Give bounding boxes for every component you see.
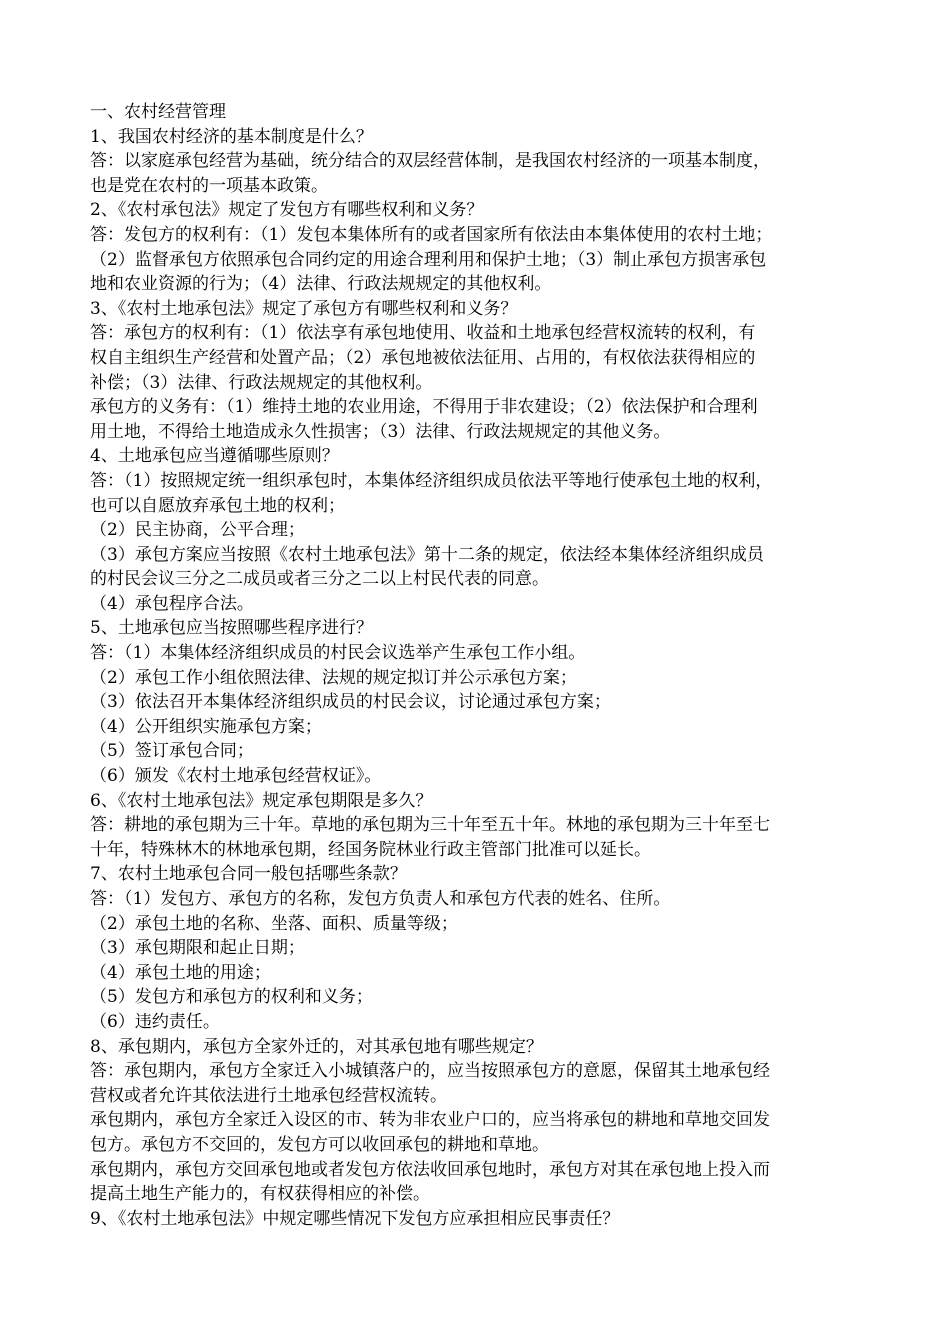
answer-line: 的村民会议三分之二成员或者三分之二以上村民代表的同意。 bbox=[90, 569, 549, 590]
answer-line: （4）公开组织实施承包方案； bbox=[90, 716, 322, 737]
answer-line: 答：以家庭承包经营为基础，统分结合的双层经营体制，是我国农村经济的一项基本制度， bbox=[90, 151, 770, 172]
question-1: 1、我国农村经济的基本制度是什么？ bbox=[90, 126, 373, 147]
answer-line: （2）承包工作小组依照法律、法规的规定拟订并公示承包方案； bbox=[90, 667, 577, 688]
answer-line: 十年，特殊林木的林地承包期，经国务院林业行政主管部门批准可以延长。 bbox=[90, 839, 651, 860]
question-2: 2、《农村承包法》规定了发包方有哪些权利和义务？ bbox=[90, 200, 484, 221]
question-4: 4、土地承包应当遵循哪些原则？ bbox=[90, 446, 339, 467]
answer-line: 提高土地生产能力的，有权获得相应的补偿。 bbox=[90, 1184, 430, 1205]
section-heading: 一、农村经营管理 bbox=[90, 102, 226, 122]
question-6: 6、《农村土地承包法》规定承包期限是多久？ bbox=[90, 790, 433, 811]
answer-line: （2）承包土地的名称、坐落、面积、质量等级； bbox=[90, 913, 458, 934]
question-7: 7、农村土地承包合同一般包括哪些条款？ bbox=[90, 864, 407, 885]
answer-line: 答：（1）发包方、承包方的名称，发包方负责人和承包方代表的姓名、住所。 bbox=[90, 889, 671, 909]
answer-line: 答：（1）本集体经济组织成员的村民会议选举产生承包工作小组。 bbox=[90, 643, 586, 664]
answer-line: 承包期内，承包方交回承包地或者发包方依法收回承包地时，承包方对其在承包地上投入而 bbox=[90, 1159, 770, 1180]
answer-line: 答：耕地的承包期为三十年。草地的承包期为三十年至五十年。林地的承包期为三十年至七 bbox=[90, 815, 770, 836]
answer-line: 答：承包期内，承包方全家迁入小城镇落户的，应当按照承包方的意愿，保留其土地承包经 bbox=[90, 1061, 770, 1082]
answer-line: （6）颁发《农村土地承包经营权证》。 bbox=[90, 766, 382, 787]
answer-line: 用土地，不得给土地造成永久性损害；（3）法律、行政法规规定的其他义务。 bbox=[90, 421, 671, 442]
answer-line: 补偿；（3）法律、行政法规规定的其他权利。 bbox=[90, 372, 433, 393]
answer-line: （4）承包土地的用途； bbox=[90, 962, 271, 983]
answer-line: （5）签订承包合同； bbox=[90, 741, 254, 762]
answer-line: 也是党在农村的一项基本政策。 bbox=[90, 175, 328, 196]
question-3: 3、《农村土地承包法》规定了承包方有哪些权利和义务？ bbox=[90, 298, 518, 319]
answer-line: 包方。承包方不交回的，发包方可以收回承包的耕地和草地。 bbox=[90, 1134, 549, 1155]
question-5: 5、土地承包应当按照哪些程序进行？ bbox=[90, 618, 373, 639]
answer-line: （3）承包方案应当按照《农村土地承包法》第十二条的规定，依法经本集体经济组织成员 bbox=[90, 544, 764, 565]
answer-line: 承包期内，承包方全家迁入设区的市、转为非农业户口的，应当将承包的耕地和草地交回发 bbox=[90, 1110, 770, 1131]
answer-line: （2）民主协商，公平合理； bbox=[90, 520, 305, 541]
answer-line: 答：承包方的权利有：（1）依法享有承包地使用、收益和土地承包经营权流转的权利，有 bbox=[90, 323, 756, 344]
question-9: 9、《农村土地承包法》中规定哪些情况下发包方应承担相应民事责任？ bbox=[90, 1208, 620, 1229]
answer-line: （6）违约责任。 bbox=[90, 1011, 220, 1032]
answer-line: 也可以自愿放弃承包土地的权利； bbox=[90, 495, 345, 516]
answer-line: （4）承包程序合法。 bbox=[90, 593, 254, 614]
answer-line: （3）承包期限和起止日期； bbox=[90, 938, 305, 959]
answer-line: 权自主组织生产经营和处置产品；（2）承包地被依法征用、占用的，有权依法获得相应的 bbox=[90, 347, 756, 368]
answer-line: （5）发包方和承包方的权利和义务； bbox=[90, 987, 373, 1008]
answer-line: 答：（1）按照规定统一组织承包时，本集体经济组织成员依法平等地行使承包土地的权利， bbox=[90, 470, 773, 491]
answer-line: 营权或者允许其依法进行土地承包经营权流转。 bbox=[90, 1085, 447, 1106]
answer-line: （2）监督承包方依照承包合同约定的用途合理利用和保护土地；（3）制止承包方损害承包 bbox=[90, 249, 767, 270]
question-8: 8、承包期内，承包方全家外迁的，对其承包地有哪些规定？ bbox=[90, 1036, 543, 1057]
answer-line: 地和农业资源的行为；（4）法律、行政法规规定的其他权利。 bbox=[90, 274, 552, 295]
answer-line: （3）依法召开本集体经济组织成员的村民会议，讨论通过承包方案； bbox=[90, 692, 611, 713]
answer-line: 承包方的义务有：（1）维持土地的农业用途，不得用于非农建设；（2）依法保护和合理利 bbox=[90, 397, 758, 418]
answer-line: 答：发包方的权利有：（1）发包本集体所有的或者国家所有依法由本集体使用的农村土地； bbox=[90, 224, 773, 245]
